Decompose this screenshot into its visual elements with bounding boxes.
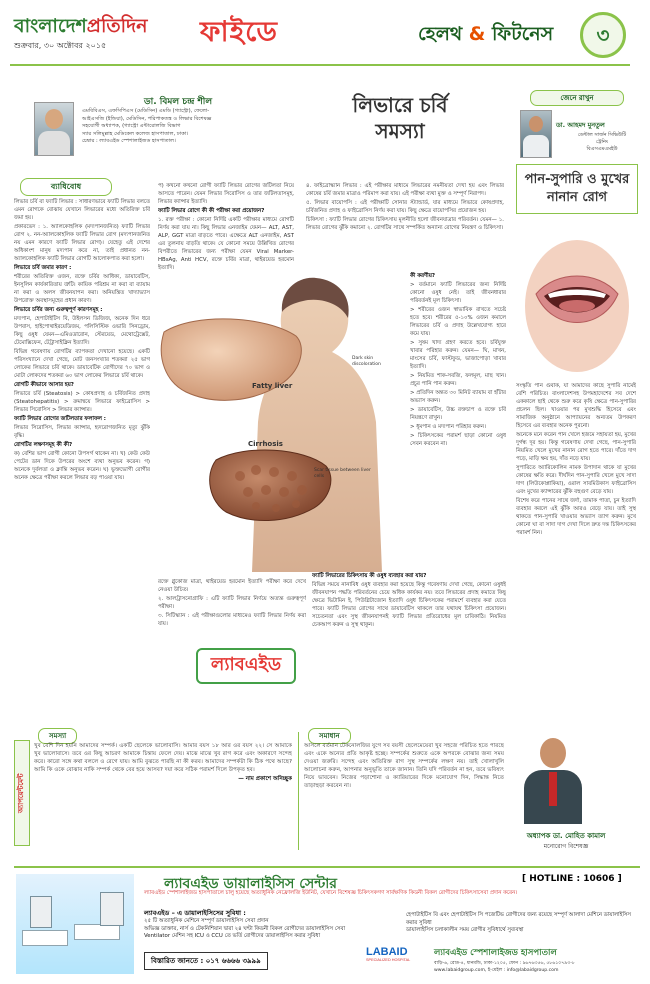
sidebar-body [516,382,636,722]
label-fatty-liver: Fatty liver [252,382,293,390]
qa-section [14,728,640,858]
article-column-3 [306,182,504,272]
masthead-rule [10,64,630,66]
section-heading: রোগটির লক্ষণসমূহ কী কী? [14,442,73,448]
hospital-address: বাড়ি-৬, রোড-৪, ধানমন্ডি, ঢাকা-১২০৫, ফোন : ৯৬৭৬৩৫৬, ৫৮৬১০৭৯৩-৮ [434,961,575,966]
paragraph: বিশেষ করে পানের সাথে জর্দা, তামাক পাতা, চুন ইত্যাদি ব্যবহার করলে এই ঝুঁকি আরও বেড়ে যায়। তাই সুস্থ থাকতে পান-সুপারি খাওয়ার অভ্যাস ত্যাগ করুন। মুখে কোনো ঘা বা সাদা দাগ দেখা দিলে দ্রুত দন্ত চিকিৎসকের পরামর্শ নিন। [516,498,636,536]
question-signature: — নাম প্রকাশে অনিচ্ছুক [238,776,292,782]
mouth-illustration [522,236,632,376]
disease-label-text: ব্যাধিবোধ [50,182,82,191]
author-credentials [82,108,292,146]
paragraph: ৪. ফাইব্রোস্ক্যান লিভার : এই পরীক্ষার মাধ্যমে লিভারের নমনীয়তা দেখা হয় এবং লিভার কোষের চর্বি জমার মাত্রাও পরিমাপ করা যায়। এই পরীক্ষা ব্যথা মুক্ত ও সম্পূর্ণ নিরাপদ। [306,183,504,197]
paragraph: ৩. সিটিস্ক্যান : এই পরীক্ষাগুলোর মাধ্যমেও ফ্যাটি লিভার নির্ণয় করা যায়। [158,613,306,627]
ad-contact [144,952,268,970]
contact-text: বিস্তারিত জানতে : ০১৭ ৬৬৬৬ ৩৯৯৯ [151,957,261,965]
qa-answer: আসলে বর্তমান টেকনোলজির যুগে সব বয়সী ছেলেমেয়েরা খুব সহজে পরিচিত হতে পারছে এবং একে অন্যের প্রতি আকৃষ্ট হচ্ছে। সম্পর্কের শুরুতে একে অপরকে বোঝার জন্য সময় দেওয়া জরুরি। সন্দেহ এবং অতিরিক্ত রাগ সুস্থ সম্পর্কের লক্ষণ নয়। তাই খোলাখুলি আলোচনা করুন, আপনার অনুভূতি তাকে জানান। তিনি যদি পরিবর্তন না হন, তবে ভবিষ্যৎ নিয়ে ভাববেন। নিজের পড়াশোনা ও ক্যারিয়ারের দিকে মনোযোগ দিন, সিদ্ধান্ত নিতে তাড়াহুড়া করবেন না। [304,743,504,789]
benefit-item: হেপাটাইটিস বি এবং হেপাটাইটিস সি পজেটিভ রোগীদের জন্য রয়েছে সম্পূর্ণ আলাদা মেশিনে ডায়ালাইসিস করার সুবিধা [406,912,631,926]
section-amp: & [468,23,486,45]
labaid-logo-word: LABAID [366,946,408,958]
labaid-logo-text: ল্যাবএইড [210,654,282,675]
issue-date: শুক্রবার, ৩০ অক্টোবর ২০১৫ [14,41,107,50]
paragraph: রক্তে গ্লুকোজ মাত্রা, থাইরয়েড হরমোন ইত্যাদি পরীক্ষা করে দেখে নেওয়া উচিত। [158,579,306,593]
paragraph: বিভিন্ন গবেষণায় রোগটির ব্যাপকতা দেখানো হয়েছে। একটি পরিসংখ্যানে দেখা গেছে, মোট জনসংখ্যার শতকরা ২৫ ভাগ লোকের লিভারে চর্বি থাকে। ডায়াবেটিক রোগীদের ৭০ ভাগ ও মোটা লোকদের শতকরা ৬০ ভাগ লোকের লিভারে চর্বি থাকে। [14,349,150,379]
list-item: > বর্তমানে ফ্যাটি লিভারের জন্য নির্দিষ্ট কোনো ওষুধ নেই। তাই জীবনধারার পরিবর্তনই মূল চিকিৎসা। [410,282,506,304]
paragraph: ৫. লিভার বায়োপসি : এই পরীক্ষাটি সোনার স্ট্যান্ডার্ড, যার মাধ্যমে লিভারে কোষপ্রদাহ, চর্বিজনিত প্রদাহ ও ফাইব্রোসিস নির্ণয় করা যায়। কিছু ক্ষেত্রে বায়োপসির প্রয়োজন হয়। [306,200,504,214]
qa-question [34,742,292,846]
paragraph: অনেকে মনে করেন পান খেলে হজমে সহায়তা হয়, মুখের দুর্গন্ধ দূর হয়। কিন্তু গবেষণায় দেখা গেছে, পান-সুপারি নিয়মিত খেলে মুখের নানান রোগ হতে পারে। দাঁতে দাগ পড়ে, মাড়ি ক্ষয় হয়, দাঁত নড়ে যায়। [516,432,636,462]
hospital-name: ল্যাবএইড স্পেশালাইজড হাসপাতাল [434,948,557,958]
paragraph: লিভারে চর্বি (Steatosis) > কোষপ্রদাহ ও চর্বিজনিত প্রদাহ (Steatohepatitis) > ক্রমান্বয়ে লিভারে ফাইব্রোসিস > লিভার সিরোসিস > লিভার ক্যান্সার। [14,391,150,413]
consultant-tie [549,772,557,806]
doctor-face [529,116,543,132]
list-item: > প্রতিদিন অন্তত ৩০ মিনিট ব্যায়াম বা হাঁটার অভ্যাস করুন। [410,390,506,404]
author-box [14,88,290,170]
article-column-3-cont [410,272,506,572]
section-part-b: ফিটনেস [491,23,554,45]
list-item: > চিকিৎসকের পরামর্শ ছাড়া কোনো ওষুধ সেবন করবেন না। [410,433,506,447]
section-heading: কী করণীয়? [410,273,436,279]
hospital-web: www.labaidgroup.com, ই-মেইল : info@labaidgroup.com [434,968,559,973]
section-heading: লিভারে চর্বি জমার কারণ : [14,265,72,271]
sidebar-tag [530,90,624,106]
masthead [0,0,650,68]
list-item: > নিয়মিত শাক-সবজি, ফলমূল, মাছ খান। প্রচুর পানি পান করুন। [410,373,506,387]
label-dark-skin: Dark skin discoloration [352,356,381,367]
labaid-logo-box [196,648,296,684]
doctor-role-line: বিএসএমএমইউ [586,146,618,152]
dialysis-advertisement [14,866,640,978]
label-cirrhosis: Cirrhosis [248,440,283,448]
labaid-brand-logo [366,946,428,974]
label-scar-tissue: Scar tissue between liver cells [314,468,371,479]
ad-title: ল্যাবএইড ডায়ালাইসিস সেন্টার [164,876,337,892]
ad-benefits-right [406,912,638,935]
paragraph: সুপারিতে অ্যারিকোলিন নামক উপাদান থাকে যা মুখের কোষের ক্ষতি করে। দীর্ঘদিন পান-সুপারি খেলে মুখে সাদা দাগ (লিউকোপ্লাকিয়া), ওরাল সাবমিউকাস ফাইব্রোসিস এবং মুখের ক্যান্সারের ঝুঁকি বহুগুণ বেড়ে যায়। [516,465,636,495]
section-title [418,20,553,52]
supplement-title: ফাইডে [200,15,279,48]
article-column-2 [158,182,294,272]
benefit-item: অভিজ্ঞ ডাক্তার, নার্স ও টেকনিশিয়ান দ্বারা ২৪ ঘণ্টা কিডনী বিকল রোগীদের ডায়ালাইসিস সেবা [144,925,346,932]
section-heading: রোগটি কীভাবে আসার হয়? [14,382,74,388]
labaid-logo-sub: SPECIALIZED HOSPITAL [366,958,411,962]
benefit-item: ২৫ টি অত্যাধুনিক মেশিনে সম্পূর্ণ ডায়ালাইসিস সেবা প্রদান [144,918,269,924]
author-name: ডা. বিমল চন্দ্র শীল [144,97,213,107]
consultant-name: অধ্যাপক ডা. মোহিত কামাল [526,832,606,840]
benefit-item: Ventilator মেশিন সহ ICU ও CCU তে ভর্তি রোগীদের ডায়ালাইসিস করার সুবিধা [144,933,321,939]
liver-figure [156,272,412,572]
sidebar-title: পান-সুপারি ও মুখের নানান রোগ [516,164,638,214]
consultant-photo [518,734,588,824]
headline-line-2: সমস্যা [375,119,425,143]
bed-2 [74,924,120,940]
paragraph: ক) বেশির ভাগ রোগী কোনো উপসর্গ থাকেন না। খ) কেউ কেউ পেটের ডান দিকে উপরের অংশে ব্যথা অনুভব করেন। গ) অনেকে দুর্বলতা ও ক্লান্তি অনুভব করেন। ঘ) ভুক্তভোগী রোগীর অনেক ক্ষেত্রে পরীক্ষা করলে লিভার বড় পাওয়া যায়। [14,451,150,481]
credential-line: সহযোগী অধ্যাপক, (গ্যাস্ট্রো এন্টারোলজি বিভাগ [82,123,181,129]
photo-face [45,109,63,129]
article-column-1 [14,198,150,758]
disease-label [20,178,112,196]
consultant-role: মনোরোগ বিশেষজ্ঞ [543,843,589,850]
ad-tagline: ল্যাবএইড স্পেশালাইজড হাসপাতালে চালু হয়েছে অত্যাধুনিক নেফ্রোলজি ইউনিট, যেখানে বিশেষজ্ঞ চিকিৎসকগণ সার্বক্ষণিক কিডনী বিকল রোগীদের চিকিৎসাসেবা প্রদান করেন। [144,890,518,896]
credential-line: এমবিবিএস, এফসিপিএস (মেডিসিন) এমডি (গ্যাস্ট্রো), ফেলো- [82,108,210,114]
section-heading: ফ্যাটি লিভার রোগের জটিলতার ফলাফল : [14,416,106,422]
question-text: খুব বেশি দিন হয়নি আমাদের সম্পর্ক। একটি ছেলেকে ভালোবাসি। আমার বয়স ১৮ আর ওর বয়স ২২। সে আমাকে খুব ভালোবাসে। তবে ওর কিছু আচরণ আমাকে চিন্তায় ফেলে দেয়। মাঝে মাঝে খুব রাগ করে এবং অকারণে সন্দেহ করে। কারো সঙ্গে কথা বললে ও রেগে যায়। আমি বুঝতে পারছি না কী করব। আমাদের সম্পর্কটা কি ঠিক পথে আছে? আমি কি ওকে বোঝাব নাকি সম্পর্ক থেকে বের হয়ে আসব? দয়া করে সঠিক পরামর্শ দিলে উপকৃত হব। [34,743,292,773]
liver-illustration [156,272,412,572]
brand-part-a: বাংলাদেশ [14,15,87,37]
paragraph: চিকিৎসা : ফ্যাটি লিভার রোগের চিকিৎসায় মূলনীতি হলো জীবনযাত্রার পরিবর্তন। যেমন— ১. লিভার রোগের ঝুঁকি কমানো ২. রোগটির সাথে সম্পর্কিত অন্যান্য রোগের নিয়ন্ত্রণ ও চিকিৎসা। [306,217,504,231]
paragraph: লিভার চর্বি বা ফ্যাটি লিভার : সাধারণভাবে ফ্যাটি লিভার বলতে এমন রোগকে বোঝায় যেখানে লিভারের মধ্যে অতিরিক্ত চর্বি জমা হয়। [14,199,150,221]
paragraph: বিভিন্ন সময়ে নানাবিধ ওষুধ ব্যবহার করা হয়েছে কিন্তু গবেষণায় দেখা গেছে, কোনো ওষুধই জীবনযাপন পদ্ধতি পরিবর্তনের চেয়ে অধিক কার্যকর নয়। তবে লিভারের প্রদাহ কমাতে কিছু ক্ষেত্রে ভিটামিন ই, পিউগ্লিটাজোন ইত্যাদি ওষুধ চিকিৎসকের পরামর্শে ব্যবহার করা যেতে পারে। ফ্যাটি লিভার রোগের সাথে ডায়াবেটিস থাকলে তার যথাযথ চিকিৎসা প্রয়োজন। সচেতনতা এবং সুস্থ জীবনযাপনই ফ্যাটি লিভার প্রতিরোধের মূল চাবিকাঠি। নিয়মিত চেকআপ করুন ও সুস্থ থাকুন। [312,582,506,628]
dialysis-machine [100,892,124,926]
paragraph: ২. আলট্রাসনোগ্রাফি : এটি ফ্যাটি লিভার নির্ণয়ে অত্যন্ত গুরুত্বপূর্ণ পরীক্ষা। [158,596,306,610]
ad-photo [16,874,134,974]
qa-question-tag: সমস্যা [38,728,77,744]
bed-1 [22,930,68,946]
paragraph: প) কখনো কখনো রোগী ফ্যাটি লিভার রোগের জটিলতা নিয়ে আসতে পারেন। যেমন লিভার সিরোসিস ও তার জটিলতাসমূহ, লিভার ক্যান্সার ইত্যাদি। [158,183,294,205]
qa-answer-tag: সমাধান [308,728,351,744]
qa-side-label [14,740,30,846]
author-photo [34,102,74,156]
section-part-a: হেলথ [418,23,463,45]
benefit-item: ডায়ালাইসিস চলাকালীন সময় রোগীর সুবিধার্থে সুব্যবস্থা [406,927,524,933]
brand-part-b: প্রতিদিন [86,15,148,37]
paragraph: ১. রক্ত পরীক্ষা : কোনো নির্দিষ্ট একটি পরীক্ষার মাধ্যমে রোগটি নির্ণয় করা যায় না। কিছু লিভার এনজাইম যেমন— ALT, AST, ALP, GGT মাত্রা বাড়তে পারে। এক্ষেত্রে ALT এনজাইম, AST এর তুলনায় বাড়তি থাকে। যে কোনো সময়ে উল্লিখিত রোগের বিপরীতে লিভারের জন্য পরীক্ষা যেমন Viral Marker- HBsAg, Anti HCV, রক্তে চর্বির মাত্রা, থাইরয়েড হরমোন ইত্যাদি। [158,217,294,271]
doctor-role-line: ট্রেনিং [595,139,609,145]
doctor-role-line: ডেন্টাল সার্জন সিভিউটি [577,132,627,138]
paragraph: মদ্যপান, হেপাটাইটিস বি, উইলসন ডিজিজ, অনেক দিন ধরে উপবাস, হাইপোথাইরয়েডিজম, পলিসিস্টিক ওভারি সিনড্রোম, কিছু ওষুধ যেমন—এমিওডারোন, স্টেরয়েড, মেথোট্রেক্সেট, টেমোক্সিফেন, টেট্রাসাইক্লিন ইত্যাদি। [14,316,150,346]
credential-line: স্যার সলিমুল্লাহ মেডিকেল কলেজ হাসপাতাল, ঢাকা। [82,130,189,137]
sidebar [512,88,640,726]
page-number-badge [580,12,626,58]
sidebar-doctor-role [564,132,640,153]
photo-shirt [38,131,70,155]
tongue [559,300,595,312]
ad-benefits-left [144,918,394,941]
list-item: > ধূমপান ও মদ্যপান পরিহার করুন। [410,424,486,430]
headline-line-1: লিভারে চর্বি [352,93,448,117]
section-heading: ফ্যাটি লিভারের চিকিৎসায় কী ওষুধ ব্যবহার করা যায়? [312,573,427,579]
doctor-shirt [523,135,549,157]
section-heading: লিভারে চর্বির জন্য গুরুত্বপূর্ণ কারণসমূহ : [14,307,103,313]
qa-divider [298,732,299,850]
list-item: > শরীরের ওজন স্বাভাবিক রাখতে সচেষ্ট হতে হবে। শরীরের ৫-১০% ওজন কমালে লিভারের চর্বি ও প্রদাহ উল্লেখযোগ্য হারে কমে যায়। [410,307,506,337]
paragraph: প্রকারভেদ : ১. অ্যালকোহলিক (মদ্যপানজনিত) ফ্যাটি লিভার রোগ ২. নন-অ্যালকোহলিক ফ্যাটি লিভার রোগ (মদ্যপানজনিত নয় এমন কারণে ফ্যাটি লিভার রোগ)। যেহেতু এই দেশের অধিকাংশ মানুষ মদ্যপান করে না, তাই প্রধানত নন-অ্যালকোহলিক ফ্যাটি লিভার রোগটি আলোকপাত করা হলো। [14,224,150,262]
section-heading: ফ্যাটি লিভার রোগে কী কী পরীক্ষা করা প্রয়োজন? [158,208,265,214]
consultant-face [540,738,566,768]
credential-line: চেম্বার : ল্যাবএইড স্পেশালাইজড হাসপাতাল। [82,138,176,144]
dialysis-machine [30,896,52,928]
list-item: > ডায়াবেটিস, উচ্চ রক্তচাপ ও রক্তে চর্বি নিয়ন্ত্রণে রাখুন। [410,407,506,421]
page-number: ৩ [596,23,610,47]
hotline: [ HOTLINE : 10606 ] [522,874,622,884]
sidebar-doctor-name: ডা. আহমদ মুনতুল [556,121,605,129]
list-item: > সুষম খাদ্য গ্রহণ করতে হবে। চর্বিযুক্ত খাবার পরিহার করুন। যেমন— ঘি, মাখন, মাংসের চর্বি, ফাস্টফুড, ভাজাপোড়া খাবার ইত্যাদি। [410,340,506,370]
paragraph: শরীরের অতিরিক্ত ওজন, রক্তে চর্বির আধিক্য, ডায়াবেটিস, ইনসুলিন কার্যকারিতায় ত্রুটি। কায়িক পরিশ্রম না করা বা ব্যায়াম না করা ও অলস জীবনযাপন করা। অনিয়ন্ত্রিত খাদ্যাভ্যাস উপরোক্ত অবস্থাসমূহের প্রধান কারণ। [14,274,150,304]
qa-side-label-text: অ্যাপয়েন্টমেন্ট [17,773,25,813]
paragraph: লিভার সিরোসিস, লিভার ক্যান্সার, হৃদরোগজনিত মৃত্যু ঝুঁকি বৃদ্ধি। [14,425,150,439]
article-column-3-bottom [312,572,506,710]
sidebar-tag-text: জেনে রাখুন [560,94,594,102]
article-column-2-bottom [158,578,306,628]
ad-benefits-title: ল্যাবএইড – এ ডায়ালাইসিসের সুবিধা : [144,909,246,917]
paragraph: সংস্কৃতি পান গুবাক, যা আমাদের কাছে সুপারি নামেই বেশি পরিচিত। বাংলাদেশসহ উপমহাদেশের সব দেশে এককালে ছাই থেকে শুরু করে কৃষি ক্ষেত্রে পান-সুপারির প্রচলন ছিল। খাওয়ার পর মুখশুদ্ধি হিসেবে এবং সামাজিক অনুষ্ঠানে আপ্যায়নের অন্যতম উপকরণ হিসেবে এর ব্যবহার অনেক পুরনো। [516,383,636,429]
sidebar-doctor-photo [520,110,552,158]
article-headline [300,92,500,144]
credential-line: আইএসজি (ইন্ডিয়া), মেডিসিন, পরিপাকতন্ত্র ও লিভার বিশেষজ্ঞ [82,115,212,122]
